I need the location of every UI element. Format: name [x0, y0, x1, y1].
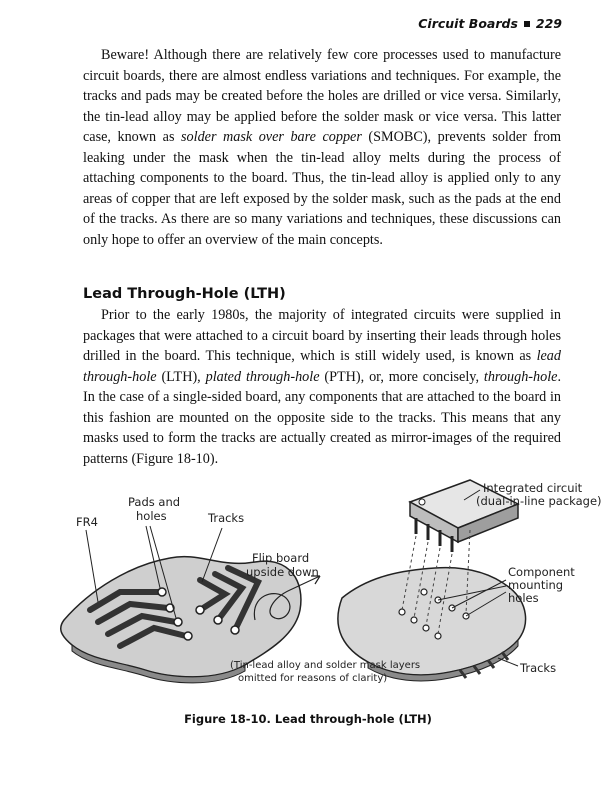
- label-pads-line1: Pads and: [128, 495, 181, 509]
- term-through-hole: through-hole: [483, 368, 558, 385]
- note-line1: (Tin-lead alloy and solder mask layers: [230, 660, 421, 671]
- label-comp-line3: holes: [508, 591, 539, 605]
- section-text-1: Prior to the early 1980s, the majority of integrated circuits were supplied in packages that were attached to a circuit board by inserting their leads through holes drilled in the board. This technique, which is still widely used, is known as: [83, 307, 561, 364]
- bullet-separator-icon: [524, 21, 530, 27]
- intro-text-2: (SMOBC), prevents solder from leaking under the mask when the tin-lead alloy melts during the process of attaching components to the board. Thus, the tin-lead alloy is applied only to any areas of copper that are left exposed by the solder mask, such as the pads at the end of the tracks. As there are so many variations and techniques, these discussions can only hope to offer an overview of the main concepts.: [83, 129, 561, 248]
- label-fr4: FR4: [76, 515, 98, 529]
- page-number: 229: [535, 16, 562, 31]
- label-flip-line1: Flip board: [252, 551, 310, 565]
- leader-fr4: [86, 530, 98, 602]
- section-paragraph: [83, 305, 561, 469]
- section-heading: Lead Through-Hole (LTH): [83, 286, 286, 302]
- label-ic-line2: (dual-in-line package): [476, 494, 602, 508]
- label-ic-line1: Integrated circuit: [483, 481, 583, 495]
- label-tracks-left: Tracks: [208, 511, 245, 525]
- label-flip-line2: upside down: [246, 565, 319, 579]
- section-text-2: (LTH),: [156, 368, 206, 385]
- intro-paragraph: [83, 45, 561, 250]
- label-comp-line1: Component: [508, 565, 575, 579]
- label-tracks-right: Tracks: [520, 661, 557, 675]
- figure-lth: [50, 470, 602, 702]
- intro-term-smobc: solder mask over bare copper: [181, 129, 362, 145]
- label-comp-line2: mounting: [508, 578, 564, 592]
- section-title: Circuit Boards: [418, 16, 518, 31]
- figure-illustration: [50, 470, 602, 702]
- section-text-4: . In the case of a single-sided board, any components that are attached to the board in this fashion are mounted on the opposite side to the tracks. This means that any masks used to form the tracks are actually created as mirror-images of the required patterns (Figure 18-10).: [83, 368, 561, 467]
- note-line2: omitted for reasons of clarity): [238, 673, 388, 684]
- term-lead-through-hole: lead through-hole: [83, 348, 561, 385]
- section-text-3: (PTH), or, more concisely,: [319, 368, 484, 385]
- intro-text-1: Beware! Although there are relatively few core processes used to manufacture circuit boards, there are almost endless variations and techniques. For example, the tracks and pads may be created before the holes are drilled or vice versa. Similarly, the tin-lead alloy may be applied before the solder mask or vice versa. This latter case, known as: [83, 47, 561, 145]
- running-head: [418, 16, 562, 31]
- label-pads-line2: holes: [136, 509, 167, 523]
- figure-caption: Figure 18-10. Lead through-hole (LTH): [184, 712, 432, 726]
- term-plated-through-hole: plated through-hole: [205, 368, 320, 385]
